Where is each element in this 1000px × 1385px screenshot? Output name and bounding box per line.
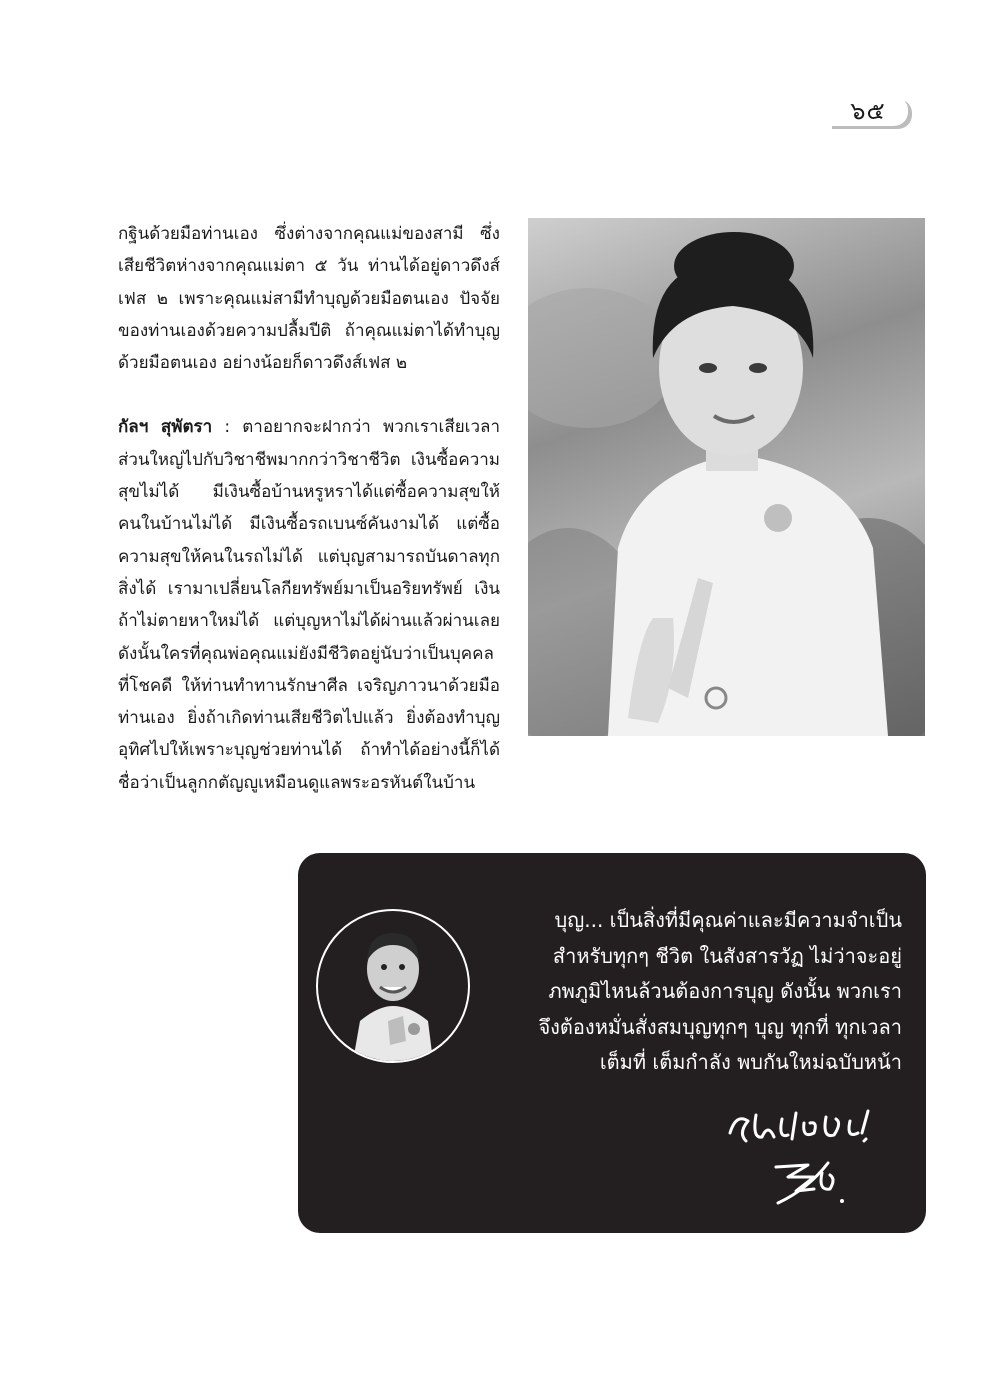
quote-line: จึงต้องหมั่นสั่งสมบุญทุกๆ บุญ ทุกที่ ทุกเวลา: [538, 1014, 902, 1039]
quote-line: สำหรับทุกๆ ชีวิต ในสังสารวัฏ ไม่ว่าจะอยู่: [552, 943, 902, 968]
paragraph-2-body: : ตาอยากจะฝากว่า พวกเราเสียเวลาส่วนใหญ่ไปกับวิชาชีพมากกว่าวิชาชีวิต เงินซื้อความสุขไม่ได้ มีเงินซื้อบ้านหรูหราได้แต่ซื้อความสุขให้คนในบ้านไม่ได้ มีเงินซื้อรถเบนซ์คันงามได้ แต่ซื้อความสุขให้คนในรถไม่ได้ แต่บุญสามารถบันดาลทุกสิ่งได้ เรามาเปลี่ยนโลกียทรัพย์มาเป็นอริยทรัพย์ เงินถ้าไม่ตายหาใหม่ได้ แต่บุญหาไม่ได้ผ่านแล้วผ่านเลย ดังนั้นใครที่คุณพ่อคุณแม่ยังมีชีวิตอยู่นับว่าเป็นบุคคลที่โชคดี ให้ท่านทำทานรักษาศีล เจริญภาวนาด้วยมือท่านเอง ยิ่งถ้าเกิดท่านเสียชีวิตไปแล้ว ยิ่งต้องทำบุญอุทิศไปให้เพราะบุญช่วยท่านได้ ถ้าทำได้อย่างนี้ก็ได้ชื่อว่าเป็นลูกกตัญญูเหมือนดูแลพระอรหันต์ในบ้าน: [118, 417, 500, 793]
article-text: [118, 218, 500, 799]
quote-text: [494, 903, 902, 1081]
paragraph-1: กฐินด้วยมือท่านเอง ซึ่งต่างจากคุณแม่ของสามี ซึ่งเสียชีวิตห่างจากคุณแม่ตา ๕ วัน ท่านได้อยู่ดาวดึงส์เฟส ๒ เพราะคุณแม่สามีทำบุญด้วยมือตนเอง ปัจจัยของท่านเองด้วยความปลื้มปีติ ถ้าคุณแม่ตาได้ทำบุญด้วยมือตนเอง อย่างน้อยก็ดาวดึงส์เฟส ๒: [118, 224, 500, 374]
page-number: ๖๕: [828, 96, 908, 126]
handwritten-signature: [718, 1093, 908, 1213]
speaker-name: กัลฯ สุพัตรา: [118, 417, 213, 438]
quote-line: บุญ... เป็นสิ่งที่มีคุณค่าและมีความจำเป็น: [554, 908, 902, 932]
author-avatar: [316, 909, 470, 1063]
quote-line: เต็มที่ เต็มกำลัง พบกันใหม่ฉบับหน้า: [599, 1050, 902, 1074]
paragraph-2: [118, 411, 500, 799]
quote-box: [298, 853, 926, 1233]
portrait-photo: [528, 218, 925, 736]
quote-line: ภพภูมิไหนล้วนต้องการบุญ ดังนั้น พวกเรา: [548, 979, 902, 1003]
